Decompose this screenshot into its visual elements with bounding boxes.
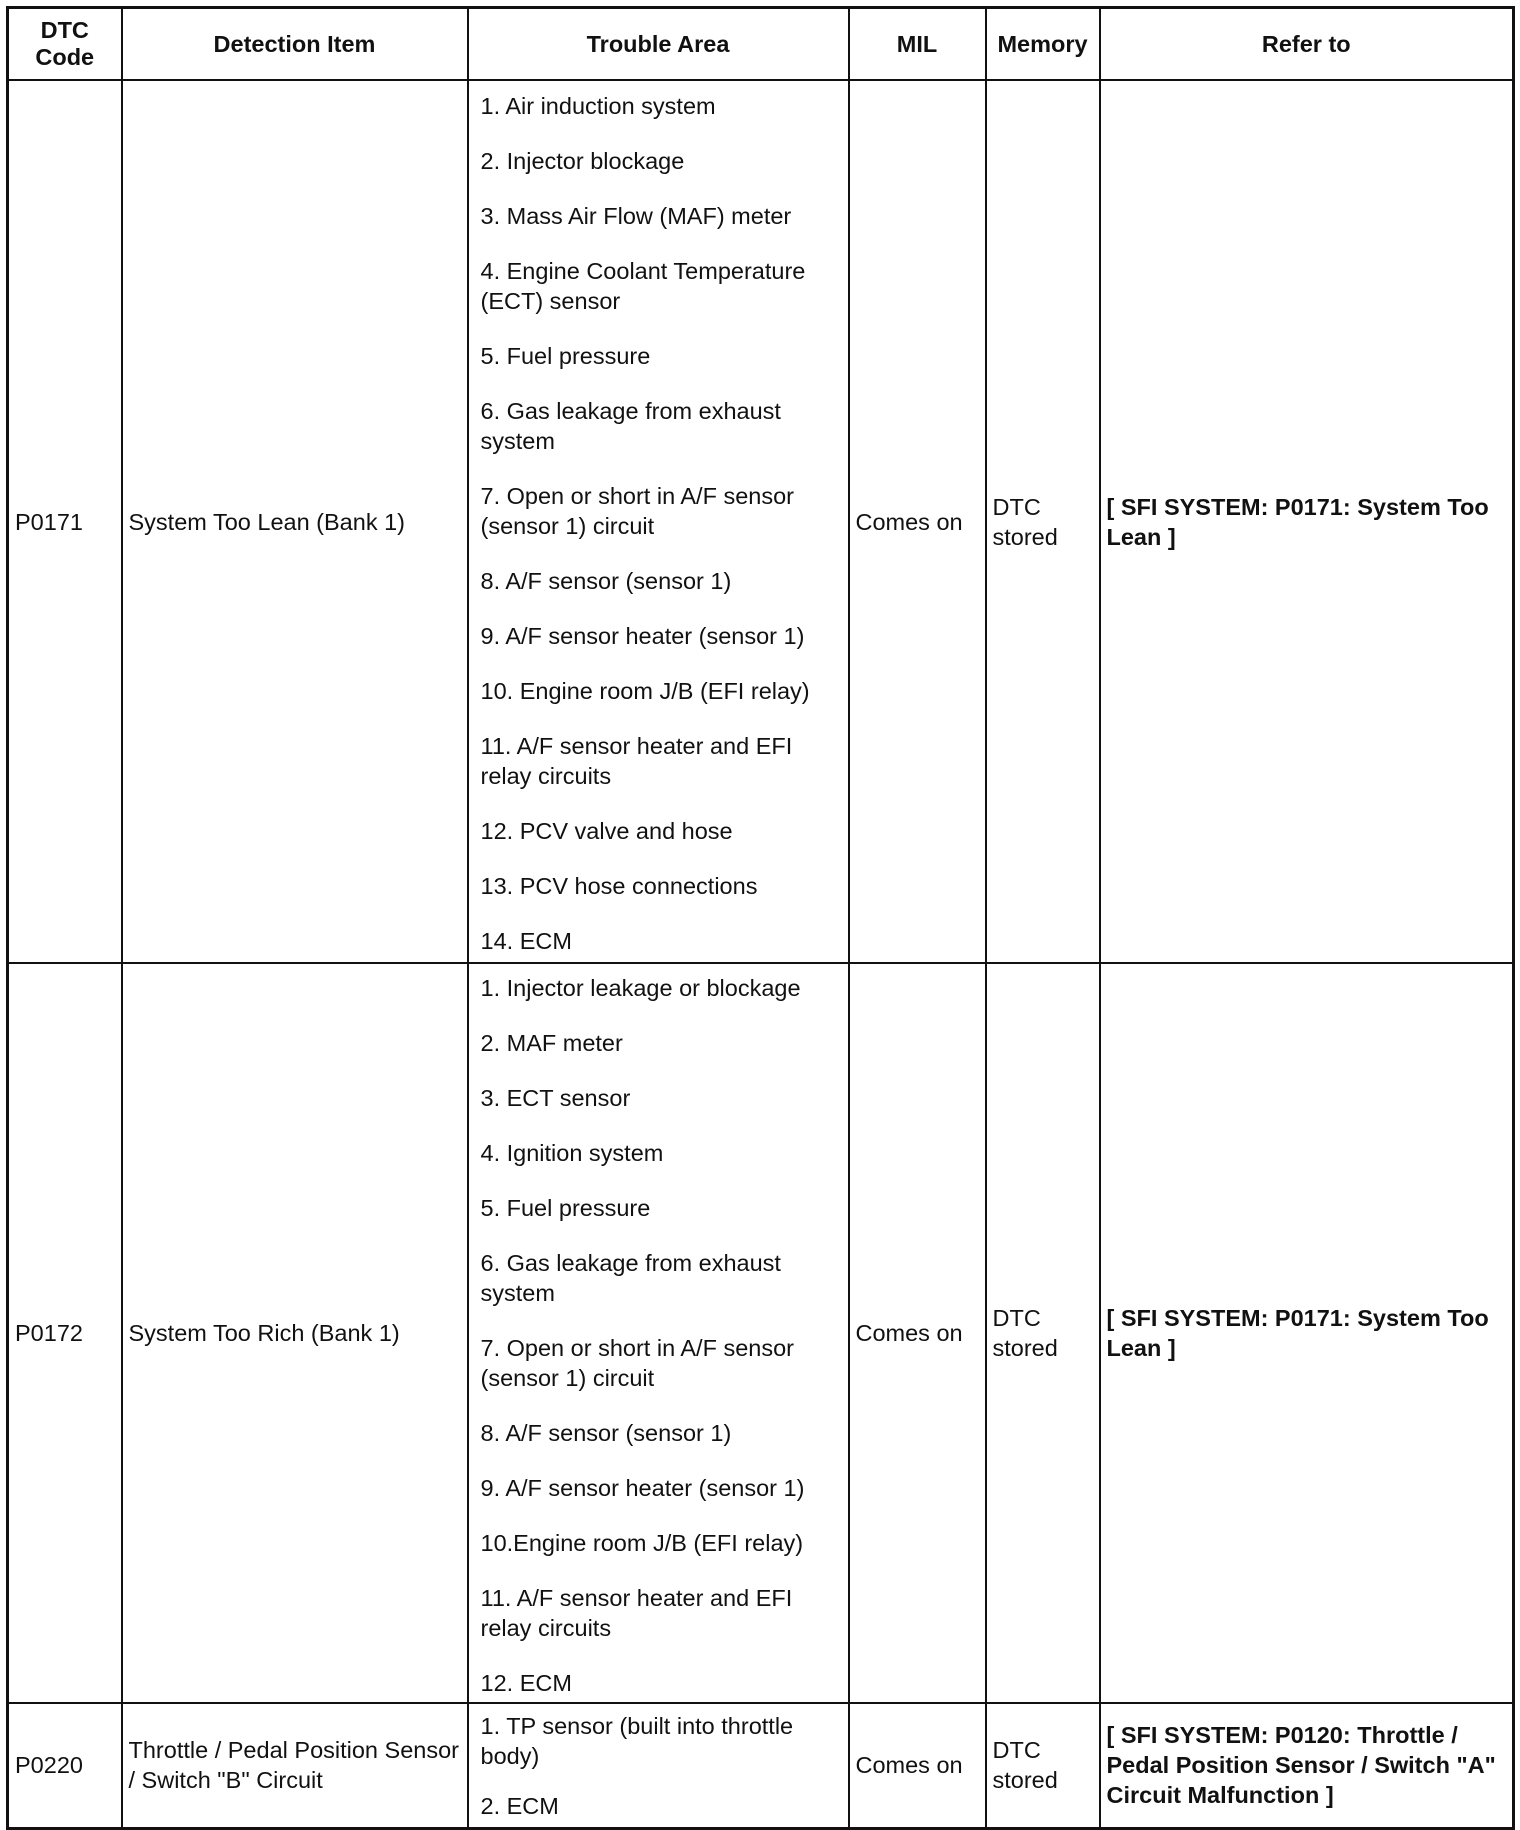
memory-status: DTC stored (986, 963, 1100, 1703)
trouble-list (475, 1711, 842, 1821)
trouble-item: 8. A/F sensor (sensor 1) (480, 1419, 732, 1446)
trouble-item: 5. Fuel pressure (480, 343, 651, 369)
trouble-item: 5. Fuel pressure (480, 1194, 651, 1221)
trouble-item: 8. A/F sensor (sensor 1) (480, 568, 732, 594)
trouble-item: 3. ECT sensor (480, 1084, 631, 1111)
trouble-item: 13. PCV hose connections (480, 873, 758, 899)
header-dtc-code (8, 8, 122, 81)
trouble-item: 1. Injector leakage or blockage (480, 974, 801, 1001)
trouble-item: 7. Open or short in A/F sensor (sensor 1) circuit (480, 1334, 794, 1391)
header-mil: MIL (849, 8, 986, 81)
header-row (8, 8, 1514, 81)
refer-link[interactable]: [ SFI SYSTEM: P0171: System Too Lean ] (1100, 963, 1514, 1703)
table-row (8, 963, 1514, 1703)
trouble-item: 2. ECM (480, 1793, 559, 1820)
header-detection-item: Detection Item (122, 8, 468, 81)
trouble-item: 3. Mass Air Flow (MAF) meter (480, 203, 792, 229)
mil-status: Comes on (849, 1703, 986, 1828)
refer-link[interactable]: [ SFI SYSTEM: P0120: Throttle / Pedal Position Sensor / Switch "A" Circuit Malfunction ] (1100, 1703, 1514, 1828)
trouble-item: 7. Open or short in A/F sensor (sensor 1) circuit (480, 483, 794, 539)
trouble-item: 2. MAF meter (480, 1029, 623, 1056)
dtc-table (6, 6, 1515, 1830)
header-dtc-code-line1: DTC (40, 17, 89, 43)
trouble-item: 6. Gas leakage from exhaust system (480, 1249, 781, 1306)
dtc-code: P0171 (8, 80, 122, 963)
trouble-area (468, 80, 849, 963)
trouble-item: 6. Gas leakage from exhaust system (480, 398, 781, 454)
trouble-item: 4. Ignition system (480, 1139, 664, 1166)
header-dtc-code-line2: Code (35, 44, 95, 70)
memory-status: DTC stored (986, 1703, 1100, 1828)
trouble-item: 12. ECM (480, 1669, 572, 1696)
dtc-code: P0220 (8, 1703, 122, 1828)
trouble-area (468, 963, 849, 1703)
table-row (8, 80, 1514, 963)
trouble-item: 12. PCV valve and hose (480, 818, 733, 844)
mil-status: Comes on (849, 80, 986, 963)
header-trouble-area: Trouble Area (468, 8, 849, 81)
trouble-item: 10. Engine room J/B (EFI relay) (480, 678, 810, 704)
trouble-item: 4. Engine Coolant Temperature (ECT) sensor (480, 258, 806, 314)
memory-status: DTC stored (986, 80, 1100, 963)
detection-item: Throttle / Pedal Position Sensor / Switch "B" Circuit (122, 1703, 468, 1828)
trouble-area (468, 1703, 849, 1828)
dtc-code: P0172 (8, 963, 122, 1703)
trouble-item: 2. Injector blockage (480, 148, 685, 174)
trouble-list (475, 973, 842, 1698)
trouble-item: 11. A/F sensor heater and EFI relay circuits (480, 733, 793, 789)
detection-item: System Too Rich (Bank 1) (122, 963, 468, 1703)
mil-status: Comes on (849, 963, 986, 1703)
detection-item: System Too Lean (Bank 1) (122, 80, 468, 963)
trouble-item: 14. ECM (480, 928, 572, 954)
trouble-item: 10.Engine room J/B (EFI relay) (480, 1529, 804, 1556)
trouble-item: 9. A/F sensor heater (sensor 1) (480, 1474, 805, 1501)
refer-link[interactable]: [ SFI SYSTEM: P0171: System Too Lean ] (1100, 80, 1514, 963)
trouble-item: 1. TP sensor (built into throttle body) (480, 1713, 794, 1770)
header-refer-to: Refer to (1100, 8, 1514, 81)
header-memory: Memory (986, 8, 1100, 81)
trouble-item: 9. A/F sensor heater (sensor 1) (480, 623, 805, 649)
trouble-item: 11. A/F sensor heater and EFI relay circuits (480, 1584, 793, 1641)
table-row (8, 1703, 1514, 1828)
trouble-item: 1. Air induction system (480, 93, 716, 119)
trouble-list (475, 91, 842, 956)
